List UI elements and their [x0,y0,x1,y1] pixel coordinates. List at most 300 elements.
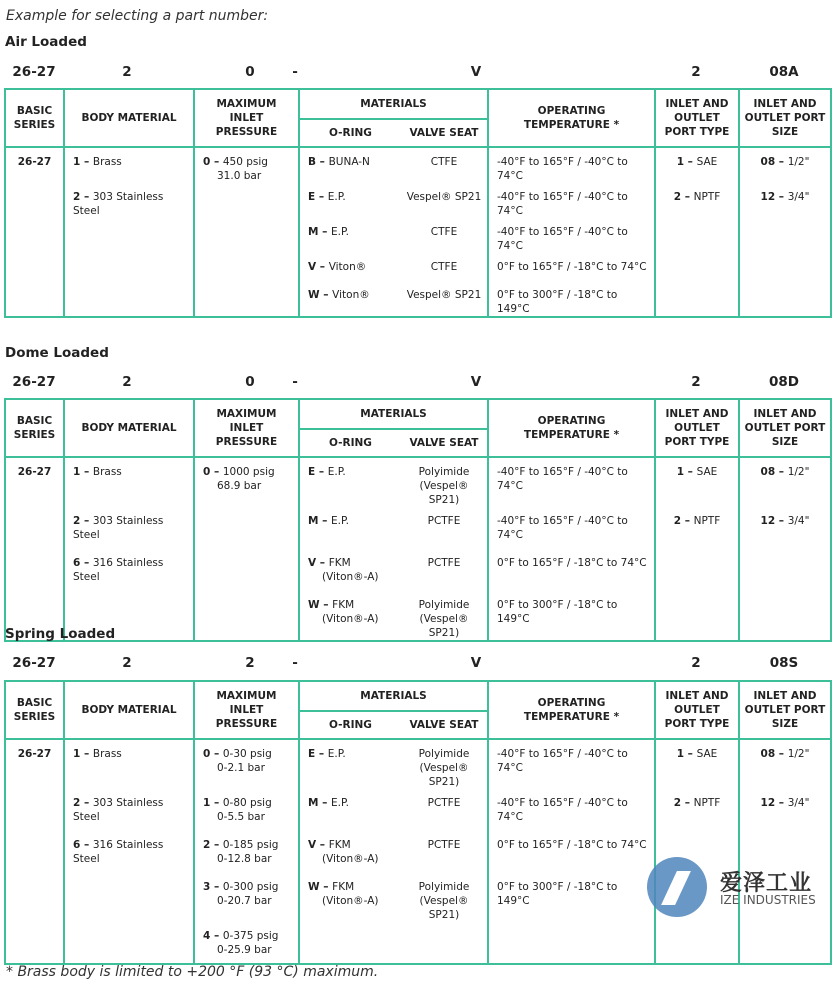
cell-o-ring [299,183,401,218]
value: 303 Stainless Steel [73,515,164,541]
series-value: 26-27 [17,748,52,760]
value: FKM [332,599,355,611]
value: 0°F to 300°F / -18°C to 149°C [497,599,618,625]
value: E.P. [331,226,350,238]
cell-max-inlet-pressure [194,218,299,253]
value-line-2: 0-20.7 bar [217,895,272,907]
cell-valve-seat [401,457,488,507]
code: E – [308,466,328,478]
cell-valve-seat [401,873,488,922]
part-number-segment: - [292,374,298,390]
cell-body-material [64,831,194,873]
value: 303 Stainless Steel [73,191,164,217]
cell-basic-series [5,183,64,218]
cell-operating-temperature [488,281,655,317]
value: Viton® [328,261,367,273]
value: E.P. [331,797,350,809]
cell-port-type [655,549,739,591]
cell-operating-temperature [488,739,655,789]
table-row [5,789,831,831]
value: 1000 psig [222,466,275,478]
code: M – [308,226,332,238]
cell-basic-series [5,281,64,317]
value: 0-30 psig [222,748,272,760]
series-value: 26-27 [17,156,52,168]
code: 3 – [203,881,223,893]
cell-max-inlet-pressure [194,591,299,641]
cell-max-inlet-pressure [194,549,299,591]
value: FKM [328,557,351,569]
code: 08 – [760,156,788,168]
cell-valve-seat [401,789,488,831]
part-number-segment: V [470,655,482,671]
value: CTFE [430,226,458,238]
value: 0-300 psig [222,881,279,893]
value: PCTFE [427,515,461,527]
value: Brass [92,748,122,760]
cell-max-inlet-pressure [194,922,299,964]
value: Vespel® SP21 [406,191,482,203]
code: 12 – [760,191,788,203]
cell-valve-seat [401,147,488,183]
cell-valve-seat [401,253,488,281]
cell-basic-series [5,739,64,789]
header-temperature: OPERATING TEMPERATURE * [488,681,655,739]
cell-basic-series [5,922,64,964]
cell-port-size [739,507,831,549]
code: 1 – [73,748,93,760]
table-row [5,831,831,873]
cell-port-size [739,922,831,964]
part-number-table [4,88,832,318]
cell-o-ring [299,147,401,183]
cell-o-ring [299,739,401,789]
cell-basic-series [5,831,64,873]
cell-o-ring [299,922,401,964]
value: Polyimide [418,748,470,760]
part-number-segment: - [292,655,298,671]
value-line-2: (Viton®-A) [322,853,379,865]
intro-text: Example for selecting a part number: [6,8,269,24]
code: 2 – [73,515,93,527]
part-number-segment: 2 [691,655,701,671]
header-temperature: OPERATING TEMPERATURE * [488,399,655,457]
value: E.P. [331,515,350,527]
part-number-segment: 26-27 [12,64,56,80]
cell-max-inlet-pressure [194,457,299,507]
code: M – [308,797,332,809]
code: V – [308,839,329,851]
code: 12 – [760,797,788,809]
part-number-segment: 2 [691,374,701,390]
value: 0°F to 300°F / -18°C to 149°C [497,289,618,315]
cell-valve-seat [401,183,488,218]
cell-body-material [64,253,194,281]
header-basic-series: BASIC SERIES [5,681,64,739]
header-port-size: INLET AND OUTLET PORT SIZE [739,89,831,147]
cell-max-inlet-pressure [194,831,299,873]
value-line-2: 68.9 bar [217,480,262,492]
value: 0-375 psig [222,930,279,942]
code: 2 – [673,515,694,527]
cell-o-ring [299,831,401,873]
value: 316 Stainless Steel [73,557,164,583]
code: B – [308,156,329,168]
code: 2 – [673,797,694,809]
value: 0°F to 165°F / -18°C to 74°C [497,839,647,851]
value-line-2: (Viton®-A) [322,895,379,907]
cell-operating-temperature [488,183,655,218]
value: PCTFE [427,839,461,851]
table-row [5,507,831,549]
code: 6 – [73,839,93,851]
value: NPTF [693,191,721,203]
cell-operating-temperature [488,253,655,281]
part-number-segment: 26-27 [12,655,56,671]
cell-basic-series [5,218,64,253]
cell-o-ring [299,873,401,922]
code: 2 – [73,797,93,809]
cell-port-type [655,218,739,253]
cell-valve-seat [401,922,488,964]
value: 0-185 psig [222,839,279,851]
cell-max-inlet-pressure [194,253,299,281]
cell-body-material [64,873,194,922]
cell-max-inlet-pressure [194,281,299,317]
value: PCTFE [427,797,461,809]
header-valve-seat: VALVE SEAT [401,119,488,147]
part-number-table [4,680,832,965]
part-number-segment: 2 [122,374,132,390]
code: 0 – [203,466,223,478]
header-pressure: MAXIMUM INLET PRESSURE [194,681,299,739]
header-materials: MATERIALS [299,89,488,119]
cell-o-ring [299,457,401,507]
cell-body-material [64,507,194,549]
value: CTFE [430,261,458,273]
cell-valve-seat [401,549,488,591]
value: -40°F to 165°F / -40°C to 74°C [497,226,628,252]
cell-body-material [64,183,194,218]
cell-valve-seat [401,831,488,873]
value: Polyimide [418,466,470,478]
part-number-segment: 2 [122,655,132,671]
cell-basic-series [5,549,64,591]
value: 0°F to 165°F / -18°C to 74°C [497,557,647,569]
value: NPTF [693,797,721,809]
cell-o-ring [299,281,401,317]
cell-body-material [64,922,194,964]
cell-port-type [655,507,739,549]
cell-valve-seat [401,591,488,641]
cell-port-size [739,147,831,183]
cell-o-ring [299,789,401,831]
value: -40°F to 165°F / -40°C to 74°C [497,156,628,182]
cell-operating-temperature [488,549,655,591]
cell-basic-series [5,147,64,183]
cell-body-material [64,147,194,183]
cell-port-size [739,218,831,253]
table-row [5,218,831,253]
code: 4 – [203,930,223,942]
cell-max-inlet-pressure [194,739,299,789]
table-row [5,549,831,591]
code: V – [308,261,329,273]
cell-operating-temperature [488,147,655,183]
cell-port-type [655,457,739,507]
value: E.P. [327,748,346,760]
value: 316 Stainless Steel [73,839,164,865]
table-row [5,922,831,964]
cell-basic-series [5,457,64,507]
value: Vespel® SP21 [406,289,482,301]
table-row [5,739,831,789]
cell-operating-temperature [488,218,655,253]
value: FKM [332,881,355,893]
code: W – [308,289,333,301]
part-number-segment: 2 [122,64,132,80]
cell-body-material [64,218,194,253]
cell-port-type [655,147,739,183]
table-row [5,873,831,922]
code: 1 – [73,156,93,168]
value-line-2: (Vespel® SP21) [419,895,469,921]
cell-valve-seat [401,218,488,253]
header-port-type: INLET AND OUTLET PORT TYPE [655,89,739,147]
cell-port-type [655,789,739,831]
value: 1/2" [787,466,810,478]
cell-port-size [739,183,831,218]
value: -40°F to 165°F / -40°C to 74°C [497,748,628,774]
code: 2 – [73,191,93,203]
cell-port-size [739,591,831,641]
value: SAE [696,466,718,478]
value: 450 psig [222,156,268,168]
header-pressure: MAXIMUM INLET PRESSURE [194,89,299,147]
ize-logo-icon [647,857,707,917]
code: 1 – [676,156,697,168]
value: E.P. [327,466,346,478]
code: 0 – [203,156,223,168]
header-o-ring: O-RING [299,119,401,147]
cell-basic-series [5,789,64,831]
table-row [5,253,831,281]
cell-body-material [64,549,194,591]
part-number-table [4,398,832,642]
cell-port-size [739,253,831,281]
part-number-segment: 0 [245,374,255,390]
cell-port-type [655,183,739,218]
value: Brass [92,156,122,168]
cell-basic-series [5,253,64,281]
part-number-segment: 08S [769,655,799,671]
header-temperature: OPERATING TEMPERATURE * [488,89,655,147]
section-title: Spring Loaded [5,626,116,642]
header-valve-seat: VALVE SEAT [401,711,488,739]
cell-operating-temperature [488,591,655,641]
value: 0°F to 165°F / -18°C to 74°C [497,261,647,273]
cell-valve-seat [401,281,488,317]
footnote: * Brass body is limited to +200 °F (93 °C) maximum. [6,964,379,980]
part-number-segment: V [470,64,482,80]
cell-port-type [655,281,739,317]
cell-valve-seat [401,507,488,549]
code: E – [308,748,328,760]
code: 12 – [760,515,788,527]
part-number-segment: 08A [769,64,799,80]
cell-body-material [64,457,194,507]
cell-max-inlet-pressure [194,789,299,831]
code: W – [308,881,333,893]
part-number-segment: 08D [769,374,799,390]
value: 1/2" [787,748,810,760]
cell-body-material [64,789,194,831]
part-number-segment: 0 [245,64,255,80]
cell-o-ring [299,253,401,281]
cell-basic-series [5,873,64,922]
header-basic-series: BASIC SERIES [5,89,64,147]
cell-body-material [64,739,194,789]
code: E – [308,191,328,203]
header-valve-seat: VALVE SEAT [401,429,488,457]
cell-operating-temperature [488,922,655,964]
code: W – [308,599,333,611]
value: Polyimide [418,599,470,611]
value-line-2: (Vespel® SP21) [419,762,469,788]
cell-port-size [739,739,831,789]
cell-port-size [739,457,831,507]
value: CTFE [430,156,458,168]
value: 3/4" [787,515,810,527]
logo-text-en: IZE INDUSTRIES [720,893,816,907]
cell-operating-temperature [488,831,655,873]
cell-operating-temperature [488,457,655,507]
part-number-segment: 2 [691,64,701,80]
code: 0 – [203,748,223,760]
cell-port-type [655,739,739,789]
value-line-2: 0-25.9 bar [217,944,272,956]
cell-body-material [64,281,194,317]
value: -40°F to 165°F / -40°C to 74°C [497,797,628,823]
value: -40°F to 165°F / -40°C to 74°C [497,466,628,492]
cell-o-ring [299,591,401,641]
value-line-2: (Viton®-A) [322,571,379,583]
section-title: Air Loaded [5,34,87,50]
value: Polyimide [418,881,470,893]
header-body-material: BODY MATERIAL [64,89,194,147]
value-line-2: (Viton®-A) [322,613,379,625]
header-body-material: BODY MATERIAL [64,399,194,457]
header-body-material: BODY MATERIAL [64,681,194,739]
section-title: Dome Loaded [5,345,109,361]
code: V – [308,557,329,569]
value: Viton® [332,289,370,301]
value-line-2: (Vespel® SP21) [419,613,469,639]
cell-port-size [739,789,831,831]
header-materials: MATERIALS [299,681,488,711]
series-value: 26-27 [17,466,52,478]
code: 08 – [760,748,788,760]
header-pressure: MAXIMUM INLET PRESSURE [194,399,299,457]
cell-operating-temperature [488,507,655,549]
value: 303 Stainless Steel [73,797,164,823]
code: 1 – [676,466,697,478]
value: SAE [696,748,718,760]
table-row [5,591,831,641]
cell-o-ring [299,549,401,591]
value: NPTF [693,515,721,527]
value: -40°F to 165°F / -40°C to 74°C [497,515,628,541]
header-port-size: INLET AND OUTLET PORT SIZE [739,681,831,739]
code: 1 – [73,466,93,478]
cell-operating-temperature [488,873,655,922]
header-basic-series: BASIC SERIES [5,399,64,457]
code: 2 – [673,191,694,203]
cell-o-ring [299,507,401,549]
code: 2 – [203,839,223,851]
table-row [5,147,831,183]
cell-port-type [655,591,739,641]
cell-max-inlet-pressure [194,507,299,549]
value: PCTFE [427,557,461,569]
code: 6 – [73,557,93,569]
table-row [5,183,831,218]
value: E.P. [327,191,346,203]
cell-port-type [655,922,739,964]
value: 0-80 psig [222,797,272,809]
logo-text-cn: 爱泽工业 [720,871,813,896]
header-port-type: INLET AND OUTLET PORT TYPE [655,399,739,457]
cell-valve-seat [401,739,488,789]
value-line-2: 31.0 bar [217,170,262,182]
code: 1 – [203,797,223,809]
value: 0°F to 300°F / -18°C to 149°C [497,881,618,907]
cell-max-inlet-pressure [194,873,299,922]
header-materials: MATERIALS [299,399,488,429]
part-number-segment: - [292,64,298,80]
code: 1 – [676,748,697,760]
value: 3/4" [787,797,810,809]
cell-port-size [739,549,831,591]
cell-o-ring [299,218,401,253]
value: 1/2" [787,156,810,168]
value-line-2: 0-2.1 bar [217,762,265,774]
value: 3/4" [787,191,810,203]
header-o-ring: O-RING [299,429,401,457]
value: FKM [328,839,351,851]
cell-port-size [739,281,831,317]
cell-max-inlet-pressure [194,183,299,218]
cell-basic-series [5,507,64,549]
value: BUNA-N [328,156,370,168]
code: M – [308,515,332,527]
cell-operating-temperature [488,789,655,831]
header-port-type: INLET AND OUTLET PORT TYPE [655,681,739,739]
header-port-size: INLET AND OUTLET PORT SIZE [739,399,831,457]
value-line-2: 0-5.5 bar [217,811,265,823]
value-line-2: 0-12.8 bar [217,853,272,865]
header-o-ring: O-RING [299,711,401,739]
value: -40°F to 165°F / -40°C to 74°C [497,191,628,217]
part-number-segment: V [470,374,482,390]
part-number-segment: 2 [245,655,255,671]
table-row [5,457,831,507]
value: SAE [696,156,718,168]
value-line-2: (Vespel® SP21) [419,480,469,506]
value: Brass [92,466,122,478]
cell-max-inlet-pressure [194,147,299,183]
table-row [5,281,831,317]
